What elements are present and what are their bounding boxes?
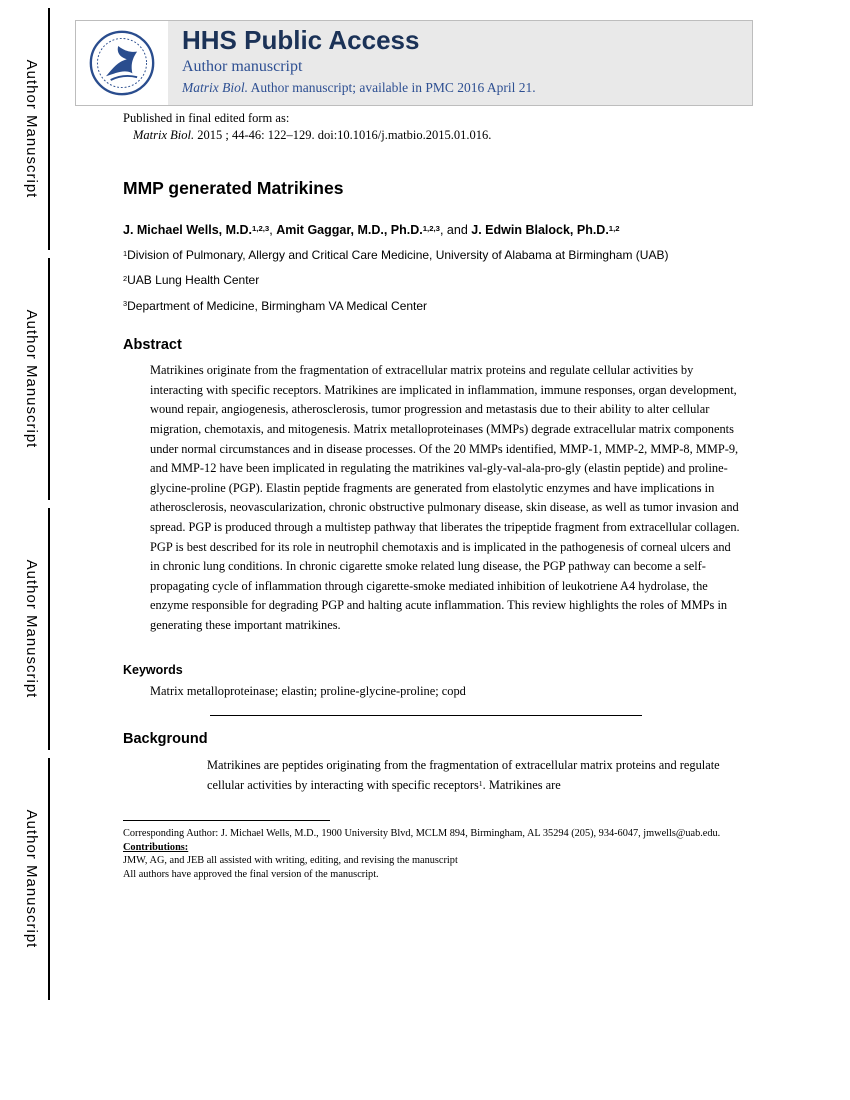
affiliation xyxy=(123,247,753,264)
hhs-seal-icon xyxy=(88,29,156,97)
keywords-text: Matrix metalloproteinase; elastin; proline-glycine-proline; copd xyxy=(150,684,466,699)
hhs-header xyxy=(75,20,753,106)
contributions-text: JMW, AG, and JEB all assisted with writing, editing, and revising the manuscript xyxy=(123,855,458,867)
banner-bar xyxy=(48,258,50,500)
approval-text: All authors have approved the final version of the manuscript. xyxy=(123,868,379,880)
banner-bar xyxy=(48,758,50,1000)
contributions-line xyxy=(123,841,739,855)
author-name-text: Amit Gaggar, M.D., Ph.D. xyxy=(276,223,423,237)
affiliation-sup: 2 xyxy=(123,274,128,284)
affiliation-text: UAB Lung Health Center xyxy=(127,273,260,288)
article-title: MMP generated Matrikines xyxy=(123,178,344,198)
corresponding-author-note: Corresponding Author: J. Michael Wells, M.D., 1900 University Blvd, MCLM 894, Birmingham, AL 35294 (205), 934-6047, jmwells@uab.edu. xyxy=(123,828,721,840)
background-text xyxy=(207,756,744,796)
abstract-heading: Abstract xyxy=(123,337,182,354)
affiliations xyxy=(123,247,755,315)
published-journal: Matrix Biol. xyxy=(133,128,195,142)
affiliation-text: Division of Pulmonary, Allergy and Critical Care Medicine, University of Alabama at Birmingham (UAB) xyxy=(127,248,669,262)
contributions-label: Contributions: xyxy=(123,841,189,853)
author-affiliation-sup: 1,2,3 xyxy=(422,223,440,233)
header-text xyxy=(168,21,536,105)
abstract-text: Matrikines originate from the fragmentation of extracellular matrix proteins and regulate cellular activities by interacting with specific receptors. Matrikines are implicated in inflammation, immune responses, organ development, wound repair, angiogenesis, atherosclerosis, tumor progression and metastasis due to their ability to alter cellular migration, chemotaxis, and mitogenesis. Matrix metalloproteinases (MMPs) degrade extracellular matrix components under normal circumstances and in disease processes. Of the 20 MMPs identified, MMP-1, MMP-2, MMP-8, MMP-9, and MMP-12 have been implicated in regulating the matrikines val-gly-val-ala-pro-gly (elastin peptide) and proline-glycine-proline (PGP). Elastin peptide fragments are generated from elastolytic enzymes and have implications in atherosclerosis, neovascularization, chronic obstructive pulmonary disease, skin disease, as well as tumor invasion and spread. PGP is produced through a multistep pathway that liberates the tripeptide fragment from extracellular collagen. PGP is best described for its role in neutrophil chemotaxis and is implicated in the pathogenesis of corneal ulcers and in chronic lung conditions. In chronic cigarette smoke related lung disease, the PGP pathway can become a self-propagating cycle of inflammation through cigarette-smoke mediated inhibition of leukotriene A4 hydrolase, the enzyme responsible for degrading PGP and halting acute inflammation. This review highlights the roles of MMPs in generating these important matrikines. xyxy=(150,363,740,632)
author-manuscript-banner xyxy=(22,758,50,1000)
author-affiliation-sup: 1,2,3 xyxy=(251,223,270,233)
author-separator-and: , and xyxy=(439,223,472,237)
author-manuscript-label: Author Manuscript xyxy=(23,309,40,449)
header-title: HHS Public Access xyxy=(182,25,420,55)
banner-bar xyxy=(48,508,50,750)
article-body xyxy=(123,106,755,881)
author-affiliation-sup: 1,2 xyxy=(608,223,620,233)
keywords-heading: Keywords xyxy=(123,663,183,678)
author-manuscript-banner xyxy=(22,8,50,250)
header-subtitle: Author manuscript xyxy=(182,57,303,75)
author-line xyxy=(123,223,755,237)
author-manuscript-label: Author Manuscript xyxy=(23,559,40,699)
author-manuscript-label: Author Manuscript xyxy=(23,809,40,949)
background-text-pre: Matrikines are peptides originating from the fragmentation of extracellular matrix proteins and regulate cellular activities by interacting with specific receptors xyxy=(207,758,720,792)
affiliation xyxy=(123,298,753,315)
published-citation-rest: 2015 ; 44-46: 122–129. doi:10.1016/j.matbio.2015.01.016. xyxy=(194,128,492,142)
author-name-text: J. Edwin Blalock, Ph.D. xyxy=(471,223,609,237)
author-name-text: J. Michael Wells, M.D. xyxy=(123,223,252,237)
author-manuscript-banner xyxy=(22,258,50,500)
author-name xyxy=(471,223,619,237)
footnote-divider xyxy=(123,820,330,821)
affiliation-sup: 3 xyxy=(123,299,128,309)
banner-bar xyxy=(48,8,50,250)
header-citation-rest: Author manuscript; available in PMC 2016 April 21. xyxy=(248,79,536,95)
footnotes xyxy=(123,820,739,881)
author-name xyxy=(123,223,269,237)
hhs-logo-box xyxy=(76,21,168,105)
keywords-divider xyxy=(210,715,642,716)
header-citation xyxy=(182,80,536,96)
author-manuscript-label: Author Manuscript xyxy=(23,59,40,199)
background-text-post: . Matrikines are xyxy=(482,777,561,792)
published-intro: Published in final edited form as: xyxy=(123,111,290,125)
author-manuscript-banner xyxy=(22,508,50,750)
author-separator: , xyxy=(269,223,277,237)
published-citation xyxy=(133,127,755,144)
affiliation-sup: 1 xyxy=(123,248,128,258)
header-citation-journal: Matrix Biol. xyxy=(182,79,248,95)
author-name xyxy=(276,223,440,237)
reference-sup: 1 xyxy=(478,778,483,788)
background-heading: Background xyxy=(123,731,208,748)
published-note xyxy=(123,110,755,144)
affiliation-text: Department of Medicine, Birmingham VA Medical Center xyxy=(127,298,428,313)
affiliation xyxy=(123,272,753,289)
